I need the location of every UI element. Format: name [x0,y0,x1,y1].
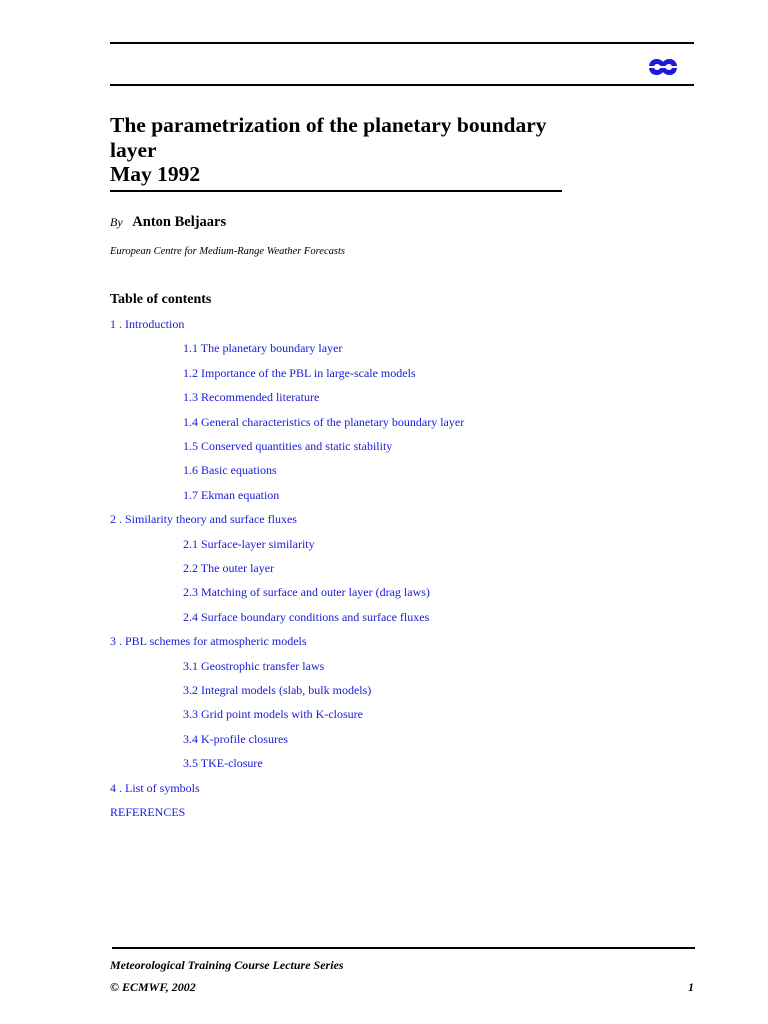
toc-link[interactable]: 3.5 TKE-closure [183,756,263,771]
title-line-1: The parametrization of the planetary boundary [110,113,547,137]
page-number: 1 [688,980,694,994]
toc-link[interactable]: 3 . PBL schemes for atmospheric models [110,634,307,649]
footer-copyright: © ECMWF, 2002 [110,980,196,994]
author-name: Anton Beljaars [132,214,227,230]
toc-link[interactable]: 3.1 Geostrophic transfer laws [183,658,325,673]
toc-link[interactable]: 2.2 The outer layer [183,561,275,575]
toc-link[interactable]: 2.4 Surface boundary conditions and surface fluxes [183,609,430,624]
header-bottom-rule [110,84,694,86]
toc-link[interactable]: 3.2 Integral models (slab, bulk models) [183,683,372,697]
toc-link[interactable]: 1 . Introduction [110,317,185,331]
toc-link[interactable]: 1.7 Ekman equation [183,487,280,502]
title-line-2: layer [110,137,157,162]
toc-link[interactable]: 1.1 The planetary boundary layer [183,341,343,356]
toc-link[interactable]: 2 . Similarity theory and surface fluxes [110,512,297,527]
footer-series-title: Meteorological Training Course Lecture Series [110,958,344,972]
toc-link[interactable]: 1.4 General characteristics of the planetary boundary layer [183,414,465,429]
toc-link[interactable]: 1.5 Conserved quantities and static stability [183,439,393,453]
author-affiliation: European Centre for Medium-Range Weather Forecasts [110,246,345,257]
toc-link[interactable]: 3.3 Grid point models with K-closure [183,707,363,722]
toc-link[interactable]: REFERENCES [110,805,186,819]
footer-rule [112,947,695,949]
toc-heading: Table of contents [110,292,212,307]
toc-link[interactable]: 1.6 Basic equations [183,463,277,478]
document-title [110,113,630,187]
toc-link[interactable]: 1.2 Importance of the PBL in large-scale models [183,365,416,380]
title-date: May 1992 [110,162,201,186]
toc-link[interactable]: 4 . List of symbols [110,780,200,795]
toc-link[interactable]: 3.4 K-profile closures [183,731,288,746]
ecmwf-logo-icon [648,55,678,79]
toc-link[interactable]: 2.3 Matching of surface and outer layer (drag laws) [183,585,430,600]
toc-link[interactable]: 2.1 Surface-layer similarity [183,536,315,551]
title-underline-rule [110,190,562,192]
byline [110,214,226,231]
header-top-rule [110,42,694,44]
byline-prefix: By [110,215,123,229]
toc-link[interactable]: 1.3 Recommended literature [183,390,320,405]
